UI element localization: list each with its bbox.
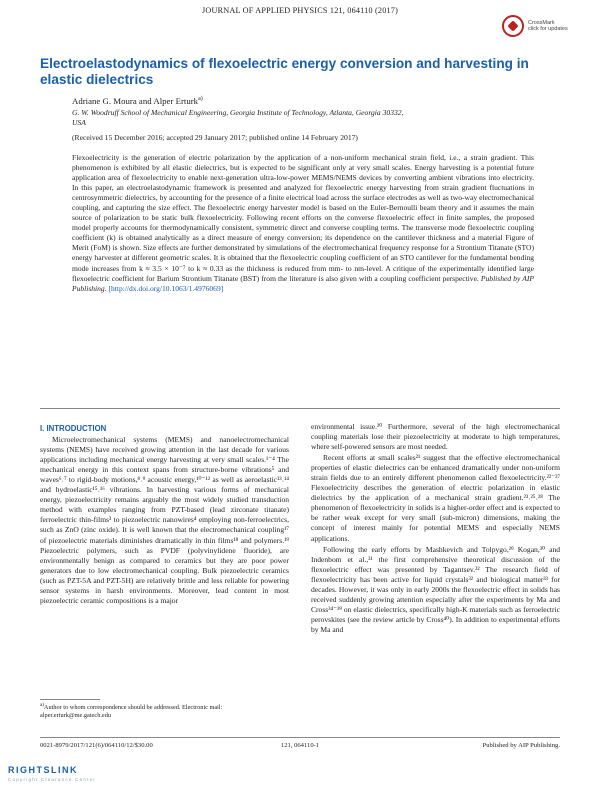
divider (40, 408, 560, 409)
footnote-mark: a) (40, 703, 44, 708)
crossmark-label (528, 20, 568, 32)
authors: Adriane G. Moura and Alper Erturk (72, 96, 199, 106)
footnote (40, 702, 290, 720)
published-by: Published by AIP Publishing. (72, 273, 534, 293)
body-left-column (40, 424, 289, 606)
affiliation-line-2: USA (72, 118, 86, 127)
rightslink-logo: RIGHTSLINK (8, 765, 78, 775)
body-right-column (311, 422, 560, 635)
abstract (72, 153, 534, 294)
rightslink-subtitle: Copyright Clearance Center (8, 777, 97, 782)
footer-page: 121, 064110-1 (280, 742, 320, 749)
crossmark-badge[interactable] (502, 12, 574, 40)
affiliation-line-1: G. W. Woodruff School of Mechanical Engineering, Georgia Institute of Technology, Atlanta, Georgia 30332, (72, 108, 404, 117)
abstract-text: Flexoelectricity is the generation of electric polarization by the application of a non-uniform mechanical strain field, i.e., a strain gradient. This phenomenon is exhibited by all elastic dielectrics, but is expected to be significant only at very small scales. Energy harvesting is a potential future application area of flexoelectricity to enable next-generation ultra-low-power MEMS/NEMS devices by converting ambient vibrations into electricity. In this paper, an electroelastodynamic framework is presented and analyzed for flexoelectric energy harvesting from strain gradient fluctuations in centrosymmetric dielectrics, by accounting for the presence of a finite electrical load across the surface electrodes as well as two-way electromechanical coupling, and capturing the size effect. The flexoelectric energy harvester model is based on the Euler-Bernoulli beam theory and it assumes the main source of polarization to be static bulk flexoelectricity. Following recent efforts on the converse flexoelectric effect in finite samples, the proposed model properly accounts for thermodynamically consistent, symmetric direct and converse coupling terms. The transverse mode flexoelectric coupling coefficient (k) is obtained analytically as a direct measure of energy conversion; its dependence on the cantilever thickness and a material Figure of Merit (FoM) is shown. Size effects are further demonstrated by simulations of the electromechanical frequency response for a Strontium Titanate (STO) energy harvester at different geometric scales. It is obtained that the flexoelectric coupling coefficient of an STO cantilever for the fundamental bending mode increases from k ≈ 3.5 × 10⁻⁷ to k ≈ 0.33 as the thickness is reduced from mm- to nm-level. A critique of the experimentally identified large flexoelectric coefficient for Barium Strontium Titanate (BST) from the literature is also given with a coupling coefficient perspective. (72, 153, 534, 283)
footnote-text: Author to whom correspondence should be addressed. Electronic mail: alper.erturk@me.gatech.edu (40, 704, 223, 720)
journal-header: JOURNAL OF APPLIED PHYSICS 121, 064110 (2017) (201, 6, 399, 15)
footer-publisher: Published by AIP Publishing. (482, 742, 560, 749)
paragraph: environmental issue.²⁰ Furthermore, several of the high electromechanical coupling materials lose their piezoelectricity at moderate to high temperatures, where self-powered sensors are most needed. (311, 422, 560, 452)
footer-divider (40, 737, 560, 738)
footnote-divider (40, 699, 100, 700)
paragraph: Following the early efforts by Mashkevich and Tolpygo,²⁹ Kogan,³⁰ and Indenbom et al.,³¹ the first comprehensive theoretical discussion of the flexoelectric effect was presented by Tagantsev.²² The research field of flexoelectricity has been active for liquid crystals³² and biological matter³³ for decades. However, it was only in early 2000s the flexoelectric effect in solids has received suddenly growing attention especially after the experiments by Ma and Cross³⁴⁻³⁹ on elastic dielectrics, specifically high-K materials such as ferroelectric perovskites (see the review article by Cross⁴⁰). In addition to experimental efforts by Ma and (311, 544, 560, 634)
doi-link[interactable]: [http://dx.doi.org/10.1063/1.4976069] (108, 283, 224, 293)
crossmark-label-1: CrossMark (528, 19, 555, 26)
paragraph: Microelectromechanical systems (MEMS) and nanoelectromechanical systems (NEMS) have received growing attention in the last decade for various applications including mechanical energy harvesting at very small scales.¹⁻⁴ The mechanical energy in this context spans from structure-borne vibrations⁵ and waves⁶˒⁷ to rigid-body motions,⁸˒⁹ acoustic energy,¹⁰⁻¹² as well as aeroelastic¹³˒¹⁴ and hydroelastic¹⁵˒¹⁶ vibrations. In harvesting various forms of mechanical energy, piezoelectricity remains arguably the most widely studied transduction method with examples ranging from PZT-based (lead zirconate titanate) ferroelectric thin-films³ to piezoelectric nanowires⁴ employing non-ferroelectrics, such as ZnO (zinc oxide). It is well known that the electromechanical coupling¹⁷ of piezoelectric materials diminishes dramatically in thin films¹⁸ and polymers.¹⁹ Piezoelectric polymers, such as PVDF (polyvinylidene fluoride), are environmentally benign as compared to ceramics but they are poor power generators due to low electromechanical coupling. Bulk piezoelectric ceramics (such as PZT-5A and PZT-5H) are relatively brittle and less reliable for powering sensor systems in harsh environments. Moreover, lead content in most piezoelectric ceramic compositions is a major (40, 435, 289, 605)
author-list (72, 96, 532, 106)
footer-issn: 0021-8979/2017/121(6)/064110/12/$30.00 (40, 742, 153, 749)
crossmark-label-2: click for updates (528, 26, 568, 32)
paragraph: Recent efforts at small scales²¹ suggest that the effective electromechanical properties of elastic dielectrics can be enhanced dramatically under non-uniform strain fields due to an entirely different phenomenon called flexoelectricity.²²⁻²⁷ Flexoelectricity describes the generation of electric polarization in elastic dielectrics by the application of a mechanical strain gradient.²³˒²⁵˒²⁸ The phenomenon of flexoelectricity in solids is a higher-order effect and is expected to be rather weak except for very small (sub-micron) dimensions, making the concept of interest mainly for potential MEMS and especially NEMS applications. (311, 453, 560, 543)
affiliation (72, 108, 532, 128)
section-heading: I. INTRODUCTION (40, 424, 107, 433)
received-dates: (Received 15 December 2016; accepted 29 January 2017; published online 14 February 2017) (72, 133, 358, 142)
article-title: Electroelastodynamics of flexoelectric energy conversion and harvesting in elastic dielectrics (40, 56, 529, 87)
author-note-mark[interactable]: a) (198, 96, 203, 103)
crossmark-icon (502, 15, 524, 37)
